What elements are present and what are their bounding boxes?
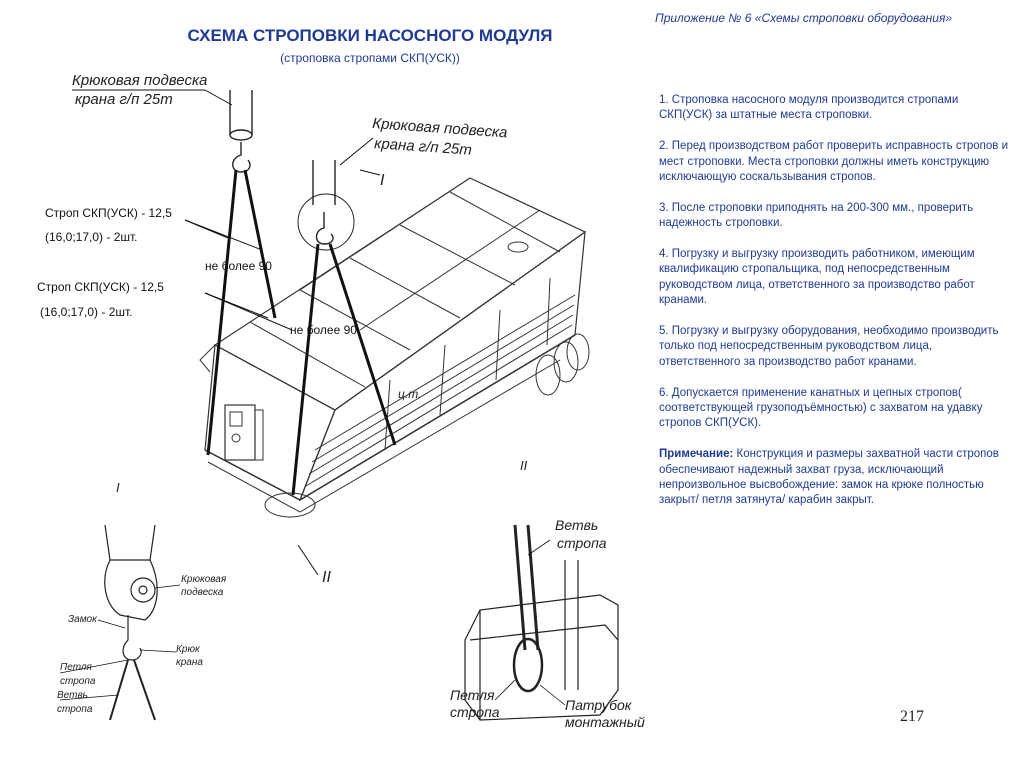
instruction-item: 6. Допускается применение канатных и цепных стропов( соответствующей грузоподъёмностью) с захватом на удавку стропов СКП(УСК). [659, 386, 983, 430]
sling-1-label-line2: (16,0;17,0) - 2шт. [45, 230, 138, 244]
hook-label-left-line2: крана г/п 25т [75, 91, 173, 108]
note-text: Конструкция и размеры захватной части стропов обеспечивают надежный захват груза, исключающий непроизвольное высвобождение: замок на крюке полностью закрыт/ петля затянута/ карабин закрыт. [659, 448, 999, 507]
hook-label-left-line1: Крюковая подвеска [72, 72, 208, 89]
detail-hook-block-line1: Крюковая [181, 574, 227, 585]
detail-right-loop-line2: стропа [450, 704, 500, 720]
mark-i-left: I [116, 480, 120, 495]
right-hook-drawing [298, 160, 354, 250]
angle-label-2: не более 90 [290, 323, 357, 337]
page-number: 217 [900, 708, 924, 725]
hook-label-right-line2: крана г/п 25т [373, 135, 473, 159]
detail-hook-line2: крана [176, 657, 203, 668]
appendix-label: Приложение № 6 «Схемы строповки оборудования» [655, 11, 953, 25]
sling-1-label-line1: Строп СКП(УСК) - 12,5 [45, 206, 172, 220]
left-hook-drawing [230, 90, 252, 172]
instruction-item: 2. Перед производством работ проверить исправность стропов и мест строповки. Места строповки должны иметь конструкцию исключающую соскальзывания стропов. [659, 140, 1008, 184]
detail-right-branch-line2: стропа [557, 535, 607, 551]
mark-ii-bottom: II [322, 569, 331, 586]
detail-branch-line1: Ветвь [57, 690, 88, 701]
detail-hook-block-line2: подвеска [181, 587, 224, 598]
detail-hook-drawing [105, 525, 157, 720]
detail-branch-line2: стропа [57, 704, 93, 715]
angle-label-1: не более 90 [205, 259, 272, 273]
instruction-item: 3. После строповки приподнять на 200-300 мм., проверить надежность строповки. [659, 201, 974, 230]
instruction-item: 1. Строповка насосного модуля производится стропами СКП(УСК) за штатные места строповки. [659, 94, 959, 122]
detail-loop-line1: Петля [60, 662, 92, 673]
detail-loop-line2: стропа [60, 676, 96, 687]
instruction-item: 5. Погрузку и выгрузку оборудования, необходимо производить только под непосредственным руководством лица, ответственного за производство работ кранами. [659, 325, 999, 368]
page-subtitle: (строповка стропами СКП(УСК)) [280, 51, 460, 65]
page-title: СХЕМА СТРОПОВКИ НАСОСНОГО МОДУЛЯ [187, 26, 553, 45]
note-label: Примечание: [659, 448, 734, 461]
mark-i-top: I [380, 172, 385, 189]
instructions-list [659, 93, 1011, 524]
detail-hook-line1: Крюк [176, 644, 200, 655]
detail-right-lug-line2: монтажный [565, 714, 645, 730]
detail-right-lug-line1: Патрубок [565, 697, 632, 713]
center-of-mass-label: ц.т. [398, 387, 422, 401]
hook-label-right-line1: Крюковая подвеска [371, 115, 508, 142]
note-paragraph [659, 447, 1011, 509]
mark-ii-right: II [520, 458, 528, 473]
detail-right-loop-line1: Петля [450, 687, 495, 703]
sling-2-label-line1: Строп СКП(УСК) - 12,5 [37, 280, 164, 294]
detail-right-branch-line1: Ветвь [555, 517, 599, 533]
instruction-item: 4. Погрузку и выгрузку производить работником, имеющим квалификацию стропальщика, под непосредственным руководством лица, ответственного за производство работ кранами. [659, 248, 975, 307]
detail-lock-label: Замок [68, 614, 97, 625]
sling-2-label-line2: (16,0;17,0) - 2шт. [40, 305, 133, 319]
